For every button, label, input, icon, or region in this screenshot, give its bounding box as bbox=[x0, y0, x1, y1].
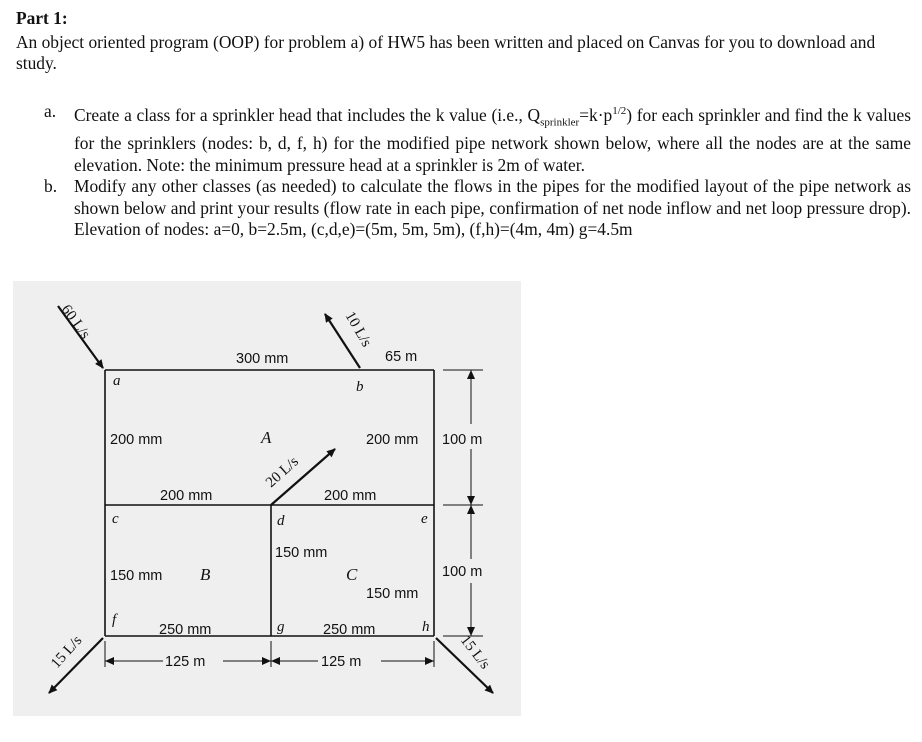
task-a-subscript: sprinkler bbox=[540, 115, 580, 128]
node-label-g: g bbox=[277, 619, 285, 635]
dim-arrowhead bbox=[271, 657, 280, 665]
loop-label-C: C bbox=[346, 565, 358, 584]
pipe-label-ac: 200 mm bbox=[110, 432, 163, 448]
pipe-label-be: 200 mm bbox=[366, 432, 419, 448]
task-a-superscript: 1/2 bbox=[612, 104, 627, 117]
pipe-label-eh: 150 mm bbox=[366, 586, 419, 602]
dim-arrowhead bbox=[467, 505, 475, 514]
pipe-diameter-labels bbox=[110, 351, 418, 638]
pipe-label-fg: 250 mm bbox=[159, 622, 212, 638]
task-item-b bbox=[16, 176, 911, 241]
task-item-a bbox=[16, 101, 911, 177]
dim-label-right-lower: 100 m bbox=[442, 564, 483, 580]
flow-label-inflow-a: 60 L/s bbox=[57, 301, 93, 343]
flow-label-out-b: 10 L/s bbox=[341, 309, 375, 350]
flow-label-out-f: 15 L/s bbox=[48, 632, 86, 672]
dim-arrowhead bbox=[467, 496, 475, 505]
pipe-label-cf: 150 mm bbox=[110, 568, 163, 584]
dim-label-top: 65 m bbox=[385, 349, 418, 365]
pipe-network-figure bbox=[13, 281, 521, 716]
task-marker-a: a. bbox=[44, 100, 57, 121]
loop-label-A: A bbox=[261, 428, 272, 447]
problem-document bbox=[16, 8, 911, 241]
flow-label-diagonal: 20 L/s bbox=[262, 453, 302, 491]
flow-label-out-h: 15 L/s bbox=[456, 632, 493, 673]
pipe-label-gh: 250 mm bbox=[323, 622, 376, 638]
node-label-f: f bbox=[112, 612, 117, 628]
dim-arrowhead bbox=[105, 657, 114, 665]
task-list bbox=[16, 101, 911, 241]
pipe-label-cd: 200 mm bbox=[160, 488, 213, 504]
task-a-text-after: ) for each sprinkler and find the k values for the sprinklers (nodes: b, d, f, h) for the modified pipe network shown below, where all the nodes are at the same elevation. Note: the minimum pressure head at a sprinkler is 2m of water. bbox=[74, 104, 911, 175]
dim-arrowhead bbox=[467, 370, 475, 379]
intro-paragraph: An object oriented program (OOP) for problem a) of HW5 has been written and placed on Canvas for you to download and study. bbox=[16, 31, 876, 73]
dim-arrowhead bbox=[262, 657, 271, 665]
part-title: Part 1: bbox=[16, 8, 68, 28]
task-a-text-middle: =k·p bbox=[579, 104, 613, 125]
node-label-h: h bbox=[422, 619, 430, 635]
dim-arrowhead bbox=[425, 657, 434, 665]
task-b-text: Modify any other classes (as needed) to calculate the flows in the pipes for the modified layout of the pipe network as shown below and print your results (flow rate in each pipe, confirmation of net node inflow and net loop pressure drop). Elevation of nodes: a=0, b=2.5m, (c,d,e)=(5m, 5m, 5m), (f,h)=(4m, 4m) g=4.5m bbox=[74, 176, 911, 240]
pipe-label-de: 200 mm bbox=[324, 488, 377, 504]
task-marker-b: b. bbox=[44, 176, 58, 197]
node-label-a: a bbox=[113, 373, 121, 389]
node-label-d: d bbox=[277, 513, 285, 529]
loop-label-B: B bbox=[200, 565, 211, 584]
dim-label-bottom-left: 125 m bbox=[165, 654, 206, 670]
pipe-label-ab: 300 mm bbox=[236, 351, 289, 367]
dim-label-bottom-right: 125 m bbox=[321, 654, 362, 670]
dimension-arrowheads bbox=[105, 370, 475, 665]
pipe-label-dg: 150 mm bbox=[275, 545, 328, 561]
node-label-b: b bbox=[356, 379, 364, 395]
task-a-text-before: Create a class for a sprinkler head that includes the k value (i.e., Q bbox=[74, 104, 541, 125]
pipe-network-diagram bbox=[13, 281, 521, 716]
node-label-e: e bbox=[421, 511, 428, 527]
dim-label-right-upper: 100 m bbox=[442, 432, 483, 448]
node-label-c: c bbox=[112, 511, 119, 527]
